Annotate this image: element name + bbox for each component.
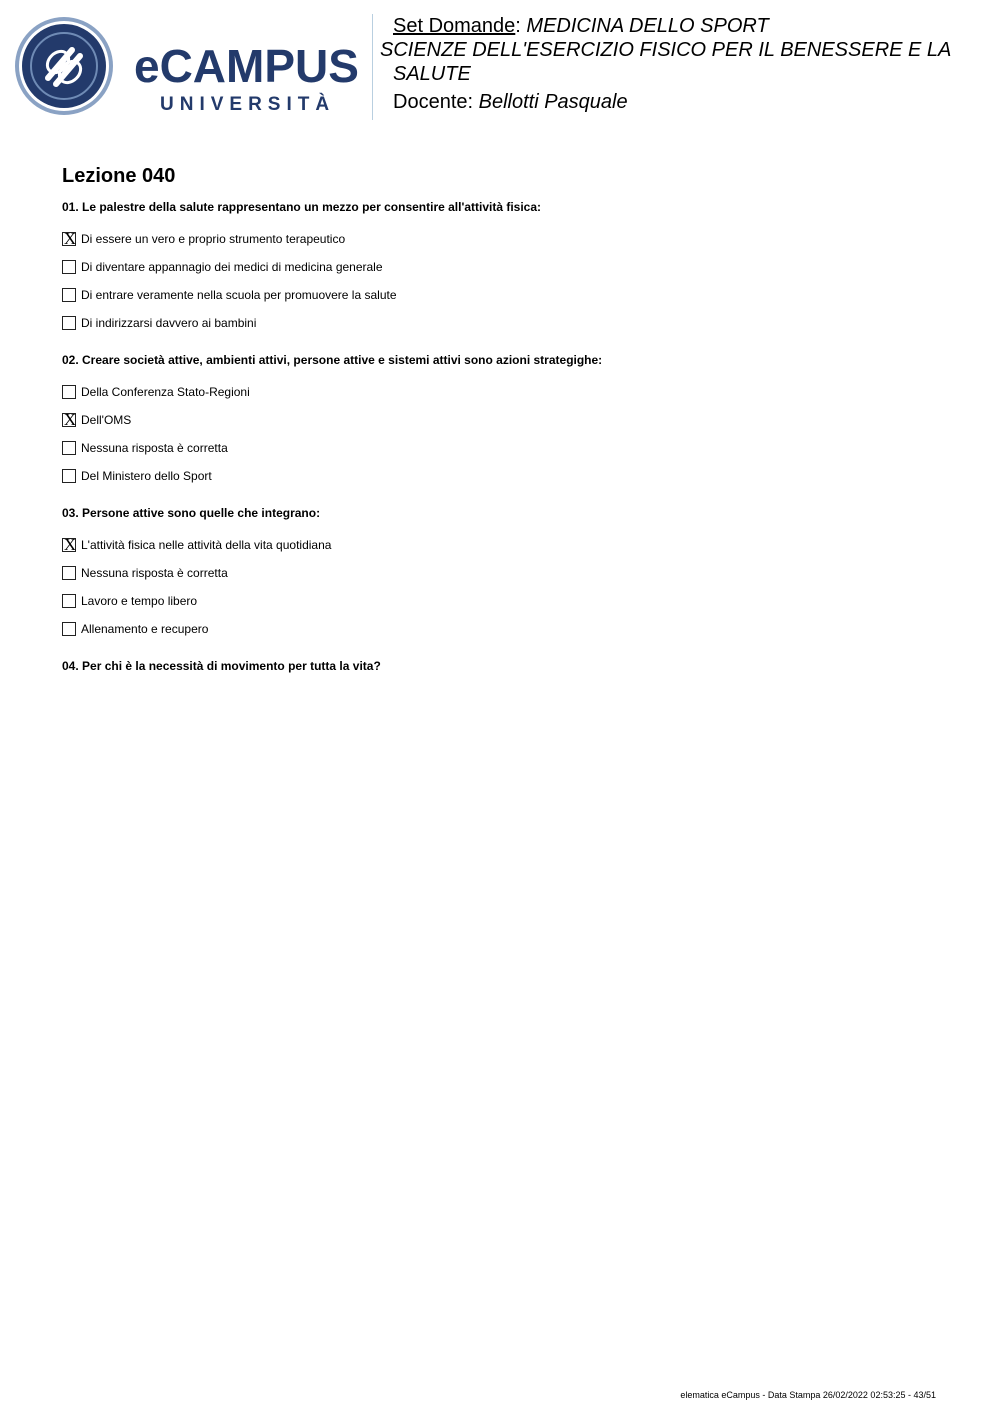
checkbox-empty-icon[interactable] [62, 566, 76, 580]
answer-option[interactable] [62, 615, 942, 643]
answer-option[interactable] [62, 462, 942, 490]
lesson-title: Lezione 040 [62, 165, 176, 187]
check-mark: X [63, 229, 77, 248]
answer-option[interactable] [62, 309, 942, 337]
answer-text: Di indirizzarsi davvero ai bambini [81, 316, 257, 330]
header-divider [372, 14, 373, 120]
answer-option[interactable] [62, 406, 942, 434]
checkbox-empty-icon[interactable] [62, 441, 76, 455]
question-text: 02. Creare società attive, ambienti attivi, persone attive e sistemi attivi sono azioni strategighe: [62, 353, 603, 367]
quiz-content [62, 163, 942, 689]
answer-option[interactable] [62, 531, 942, 559]
answer-text: Di entrare veramente nella scuola per promuovere la salute [81, 288, 397, 302]
question-text: 01. Le palestre della salute rappresentano un mezzo per consentire all'attività fisica: [62, 200, 542, 214]
checkbox-empty-icon[interactable] [62, 260, 76, 274]
answer-text: Di essere un vero e proprio strumento terapeutico [81, 232, 346, 246]
answer-text: Di diventare appannagio dei medici di medicina generale [81, 260, 383, 274]
check-mark: X [63, 410, 77, 429]
teacher-value: Bellotti Pasquale [478, 91, 628, 113]
answer-option[interactable] [62, 559, 942, 587]
print-footer: elematica eCampus - Data Stampa 26/02/2022 02:53:25 - 43/51 [680, 1390, 936, 1400]
answer-option[interactable] [62, 434, 942, 462]
ecampus-seal-icon [14, 16, 359, 120]
answer-text: L'attività fisica nelle attività della vita quotidiana [81, 538, 332, 552]
logo-brand-text: eCAMPUS [134, 40, 359, 92]
checkbox-empty-icon[interactable] [62, 622, 76, 636]
page-header [0, 0, 1000, 130]
answer-text: Allenamento e recupero [81, 622, 209, 636]
answer-text: Del Ministero dello Sport [81, 469, 212, 483]
answer-option[interactable] [62, 253, 942, 281]
checkbox-empty-icon[interactable] [62, 594, 76, 608]
checkbox-checked-icon[interactable] [62, 410, 77, 429]
set-value: MEDICINA DELLO SPORT [526, 15, 769, 37]
answer-option[interactable] [62, 225, 942, 253]
course-name-line2: SALUTE [393, 63, 471, 85]
check-mark: X [63, 535, 77, 554]
set-label: Set Domande [393, 15, 516, 37]
question-text: 04. Per chi è la necessità di movimento per tutta la vita? [62, 659, 381, 673]
set-separator: : [515, 15, 521, 37]
course-name-line1: SCIENZE DELL'ESERCIZIO FISICO PER IL BENESSERE E LA [380, 39, 952, 61]
checkbox-empty-icon[interactable] [62, 316, 76, 330]
question-03 [62, 505, 942, 643]
logo-subtitle-text: UNIVERSITÀ [160, 94, 336, 115]
answer-option[interactable] [62, 587, 942, 615]
header-info [380, 14, 980, 114]
set-domande-line [380, 14, 980, 38]
question-04 [62, 658, 942, 674]
answer-text: Nessuna risposta è corretta [81, 566, 228, 580]
teacher-line [380, 90, 980, 114]
answer-text: Della Conferenza Stato-Regioni [81, 385, 250, 399]
answer-text: Lavoro e tempo libero [81, 594, 198, 608]
question-text: 03. Persone attive sono quelle che integrano: [62, 506, 321, 520]
checkbox-empty-icon[interactable] [62, 469, 76, 483]
checkbox-empty-icon[interactable] [62, 288, 76, 302]
checkbox-checked-icon[interactable] [62, 535, 77, 554]
answer-text: Dell'OMS [81, 413, 132, 427]
answer-option[interactable] [62, 378, 942, 406]
teacher-label: Docente: [393, 91, 474, 113]
question-02 [62, 352, 942, 490]
ecampus-logo [14, 16, 359, 120]
answer-option[interactable] [62, 281, 942, 309]
answer-text: Nessuna risposta è corretta [81, 441, 228, 455]
checkbox-empty-icon[interactable] [62, 385, 76, 399]
checkbox-checked-icon[interactable] [62, 229, 77, 248]
question-01 [62, 199, 942, 337]
